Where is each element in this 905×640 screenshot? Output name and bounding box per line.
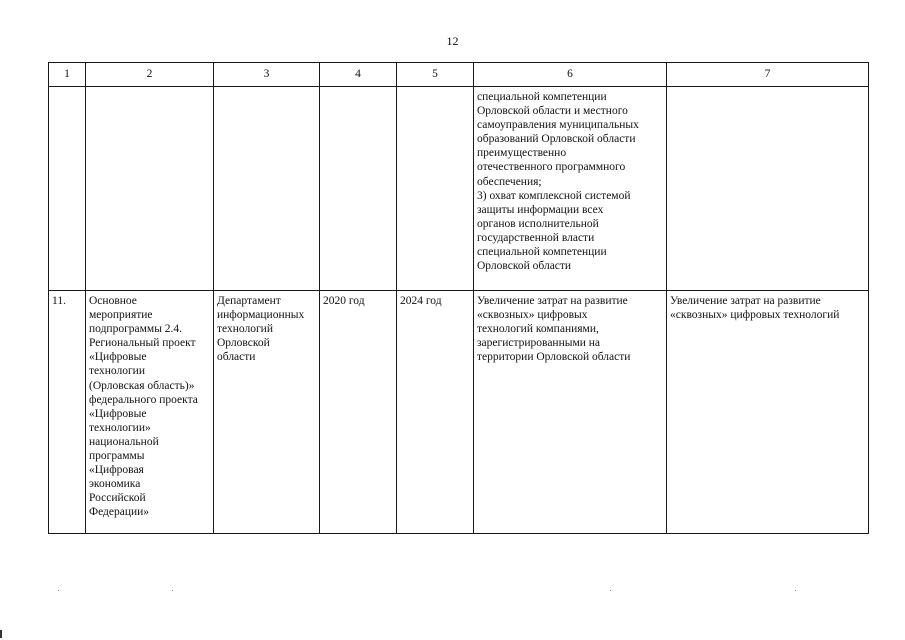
table-cell: [397, 87, 474, 291]
column-header: 6: [474, 63, 667, 87]
column-header: 1: [49, 63, 86, 87]
column-header: 7: [667, 63, 869, 87]
table-cell: [214, 87, 320, 291]
table-cell: [49, 87, 86, 291]
table-row: [49, 87, 869, 291]
table-cell: Основное мероприятие подпрограммы 2.4. Региональный проект «Цифровые технологии (Орловская область)» федерального проекта «Цифровые технологии» национальной программы «Цифровая экономика Российской Федерации»: [86, 291, 214, 534]
column-header: 3: [214, 63, 320, 87]
program-table: [48, 62, 869, 534]
table-cell: Увеличение затрат на развитие «сквозных» цифровых технологий компаниями, зарегистрированными на территории Орловской области: [474, 291, 667, 534]
table-cell: 11.: [49, 291, 86, 534]
table-cell: [86, 87, 214, 291]
table-cell: 2024 год: [397, 291, 474, 534]
table-header-row: [49, 63, 869, 87]
scan-speck: [172, 590, 173, 591]
page-number: 12: [446, 34, 459, 48]
scan-edge-mark: [0, 630, 2, 638]
scan-speck: [58, 590, 59, 591]
column-header: 4: [320, 63, 397, 87]
table-cell: 2020 год: [320, 291, 397, 534]
column-header: 5: [397, 63, 474, 87]
column-header: 2: [86, 63, 214, 87]
table-cell: [320, 87, 397, 291]
table-cell: Департамент информационных технологий Орловской области: [214, 291, 320, 534]
table-cell: Увеличение затрат на развитие «сквозных» цифровых технологий: [667, 291, 869, 534]
table-row: [49, 291, 869, 534]
table-cell: [667, 87, 869, 291]
scan-speck: [610, 590, 611, 591]
scan-speck: [795, 590, 796, 591]
table-cell: специальной компетенции Орловской области и местного самоуправления муниципальных образований Орловской области преимущественно отечественного программного обеспечения; 3) охват комплексной системой защиты информации всех органов исполнительной государственной власти специальной компетенции Орловской области: [474, 87, 667, 291]
